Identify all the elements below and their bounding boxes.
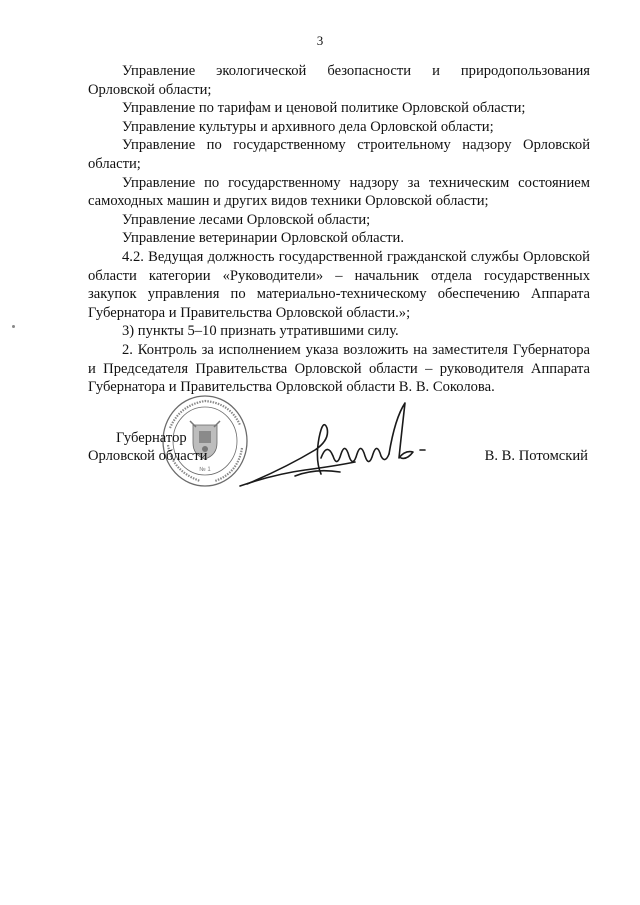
paragraph: Управление по государственному надзору за техническим состоянием самоходных машин и других видов техники Орловской области;	[88, 174, 590, 210]
paragraph: 2. Контроль за исполнением указа возложить на заместителя Губернатора и Председателя Правительства Орловской области – руководителя Аппарата Губернатора и Правительства Орловской области В. В. Соколова.	[88, 341, 590, 396]
signer-name: В. В. Потомский	[484, 448, 588, 464]
paragraph: 4.2. Ведущая должность государственной гражданской службы Орловской области категории «Руководители» – начальник отдела государственных закупок управления по материально-техническому обеспечению Аппарата Губернатора и Правительства Орловской области.»;	[88, 248, 590, 321]
paragraph: Управление лесами Орловской области;	[122, 211, 371, 228]
svg-text:№ 1: № 1	[199, 467, 211, 473]
handwritten-signature-icon	[235, 398, 430, 508]
paragraph: Управление экологической безопасности и природопользования Орловской области;	[88, 63, 590, 98]
paragraph: Управление по тарифам и ценовой политике Орловской области;	[122, 100, 526, 117]
signer-title-line1: Губернатор	[116, 430, 187, 446]
paragraph: Управление культуры и архивного дела Орловской области;	[122, 118, 494, 135]
signer-title-line2: Орловской области	[88, 448, 208, 464]
paragraph: 3) пункты 5–10 признать утратившими силу.	[122, 323, 399, 340]
paragraph: Управление по государственному строительному надзору Орловской области;	[88, 137, 590, 172]
paragraph: Управление ветеринарии Орловской области.	[122, 230, 404, 247]
page-number: 3	[316, 33, 324, 48]
